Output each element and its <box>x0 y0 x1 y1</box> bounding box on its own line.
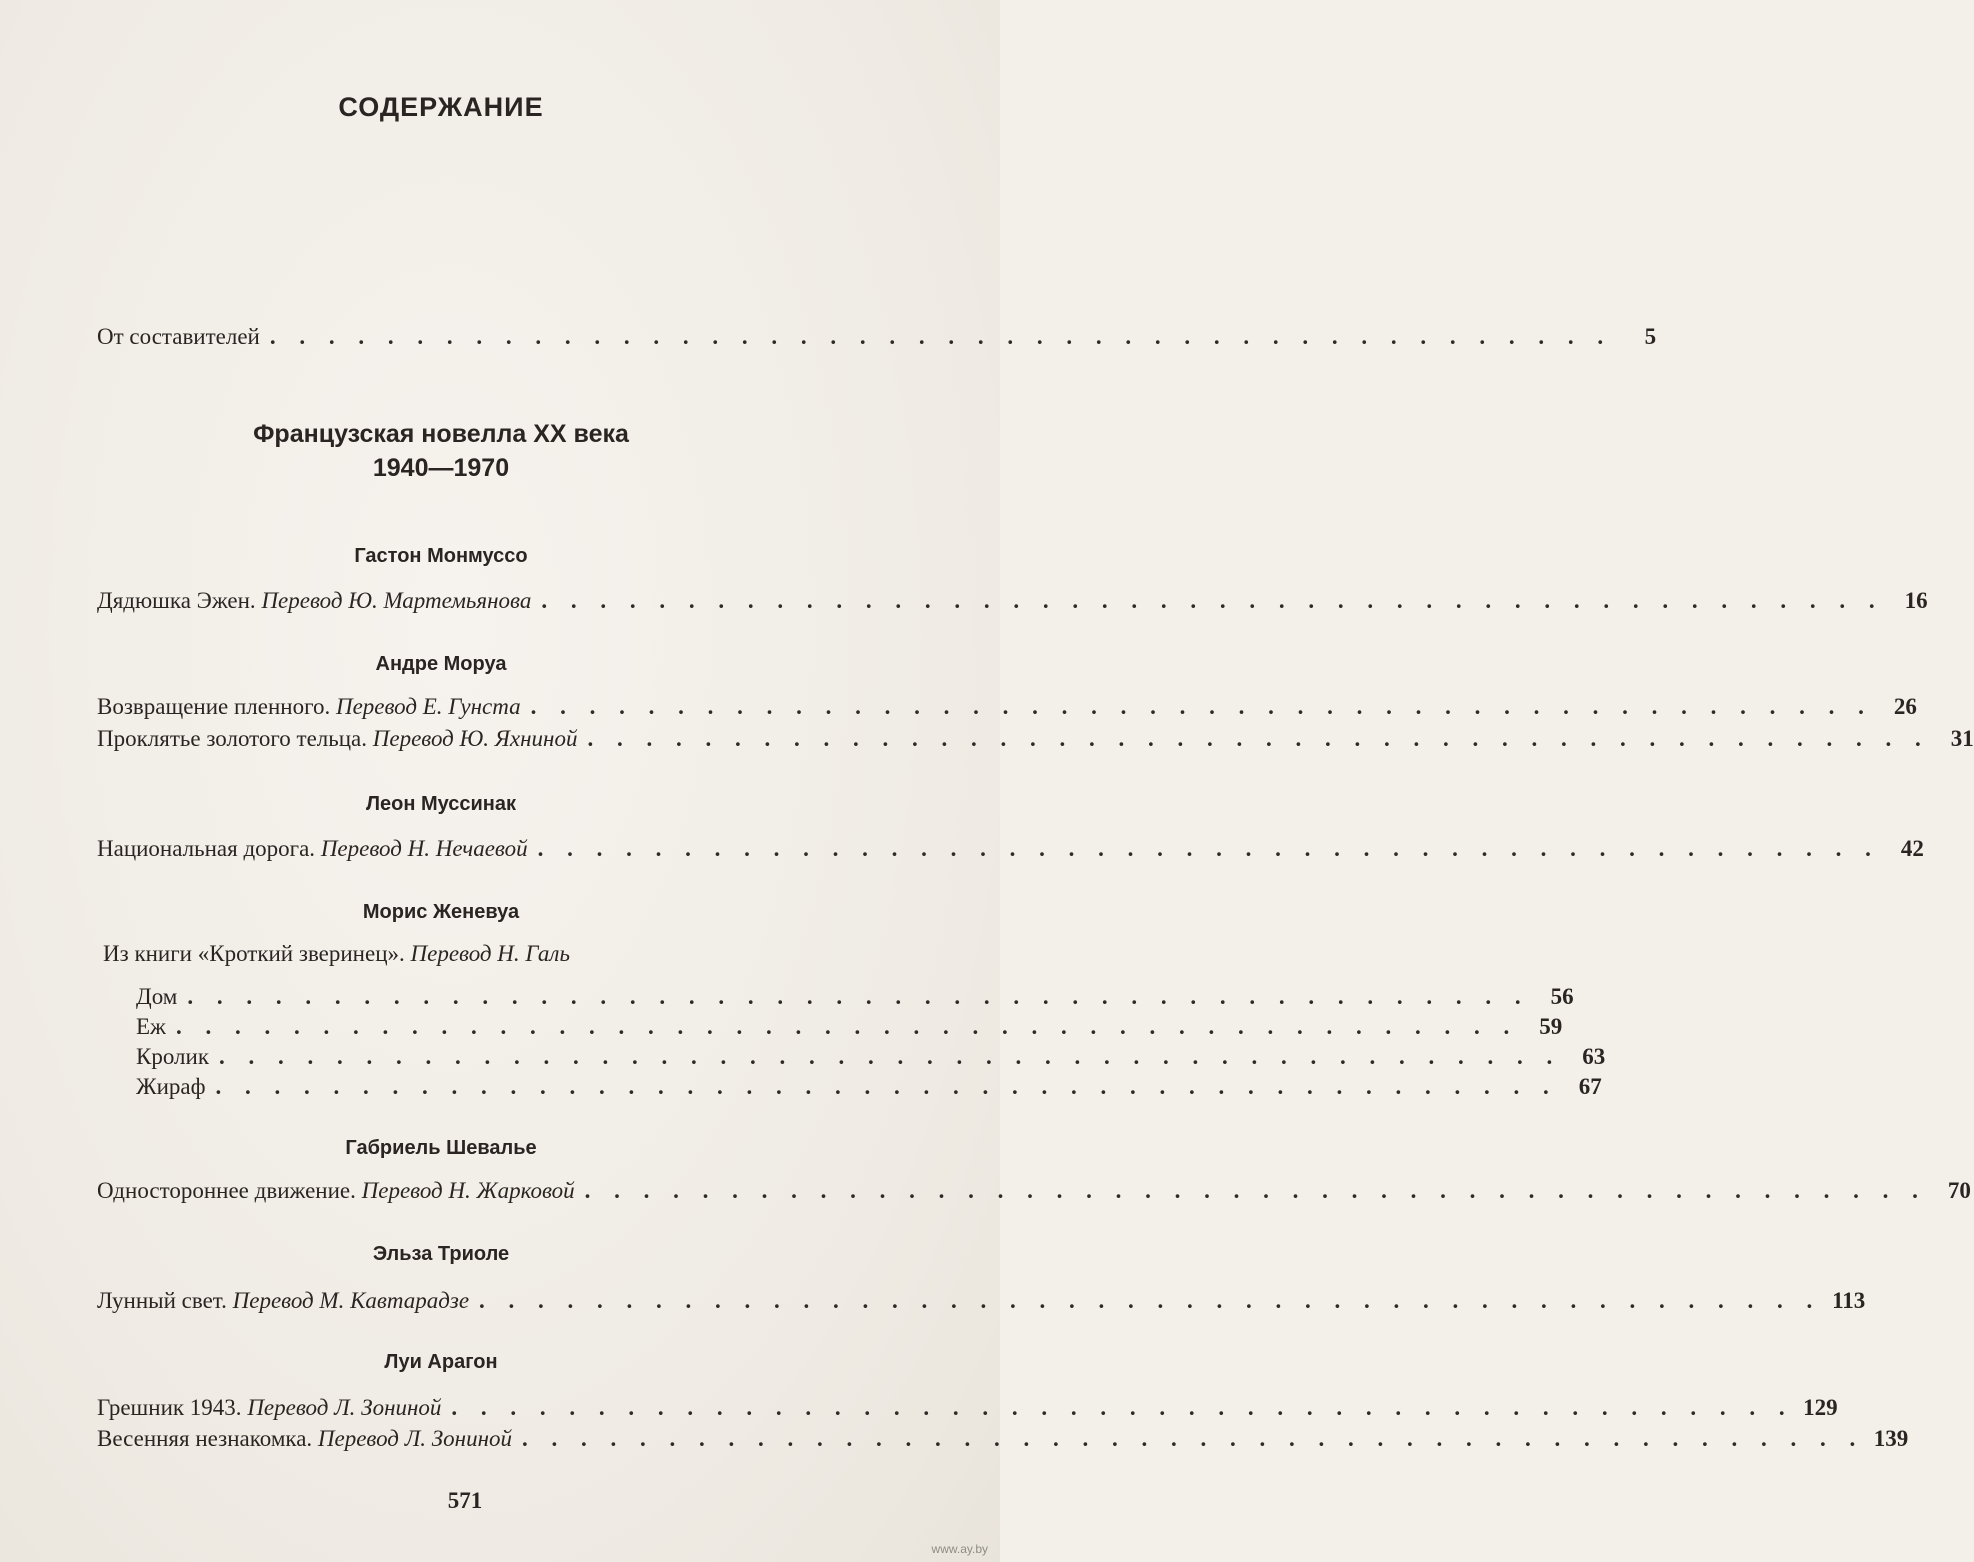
entry-translator: Перевод Л. Зониной <box>247 1395 442 1420</box>
section-title: Французская новелла XX века <box>253 420 629 448</box>
entry-translator: Перевод Ю. Мартемьянова <box>261 588 532 613</box>
entry-page: 42 <box>1900 836 1924 861</box>
section-years: 1940—1970 <box>372 454 510 482</box>
leader-dots: . . . . . . . . . . . . . . . . . . . . . . . . . . . . . . . . . . . . . . . . . . . . . . <box>587 726 1930 751</box>
entry-translator: Перевод Л. Зониной <box>317 1426 512 1451</box>
entry-page: 16 <box>1904 588 1928 613</box>
author-heading: Морис Женевуа <box>362 901 520 923</box>
page-number: 571 <box>447 1488 483 1513</box>
entry-page: 139 <box>1873 1426 1909 1451</box>
toc-entry <box>97 688 1917 720</box>
author-heading: Эльза Триоле <box>372 1243 510 1265</box>
author-heading: Габриель Шевалье <box>345 1137 537 1159</box>
entry-page: 70 <box>1947 1178 1971 1203</box>
entry-title: Возвращение пленного. <box>97 694 331 719</box>
entry-page: 56 <box>1550 984 1574 1009</box>
entry-title: Национальная дорога. <box>97 836 316 861</box>
toc-entry <box>97 1420 1909 1452</box>
author-heading: Андре Моруа <box>375 653 507 675</box>
entry-title: Еж <box>136 1014 166 1039</box>
subcollection-heading <box>103 941 570 967</box>
toc-entry <box>136 1038 1606 1070</box>
toc-entry <box>97 830 1924 862</box>
entry-page: 63 <box>1582 1044 1606 1069</box>
author-heading: Луи Арагон <box>384 1351 498 1373</box>
entry-translator: Перевод Н. Жарковой <box>361 1178 575 1203</box>
subcollection-translator: Перевод Н. Галь <box>410 941 570 966</box>
entry-title: Лунный свет. <box>97 1288 227 1313</box>
entry-title: Грешник 1943. <box>97 1395 242 1420</box>
entry-title: Жираф <box>136 1074 206 1099</box>
leader-dots: . . . . . . . . . . . . . . . . . . . . . . . . . . . . . . . . . . . . . . . . . . . . . . <box>530 694 1873 719</box>
toc-entry-intro <box>97 318 1657 350</box>
entry-translator: Перевод М. Кавтарадзе <box>232 1288 470 1313</box>
leader-dots: . . . . . . . . . . . . . . . . . . . . . . . . . . . . . . . . . . . . . . . . . . . . . . <box>175 1014 1519 1039</box>
entry-title: Проклятье золотого тельца. <box>97 726 368 751</box>
toc-entry <box>97 1282 1866 1314</box>
entry-translator: Перевод Е. Гунста <box>335 694 521 719</box>
watermark: www.ay.by <box>931 1542 988 1556</box>
entry-title: От составителей <box>97 324 260 349</box>
entry-title: Одностороннее движение. <box>97 1178 356 1203</box>
entry-translator: Перевод Н. Нечаевой <box>320 836 528 861</box>
toc-entry <box>97 1389 1838 1421</box>
leader-dots: . . . . . . . . . . . . . . . . . . . . . . . . . . . . . . . . . . . . . . . . . . . . . . <box>479 1288 1822 1313</box>
leader-dots: . . . . . . . . . . . . . . . . . . . . . . . . . . . . . . . . . . . . . . . . . . . . . . <box>537 836 1880 861</box>
toc-entry <box>136 1008 1563 1040</box>
leader-dots: . . . . . . . . . . . . . . . . . . . . . . . . . . . . . . . . . . . . . . . . . . . . . . <box>451 1395 1794 1420</box>
toc-entry <box>97 1172 1971 1204</box>
leader-dots: . . . . . . . . . . . . . . . . . . . . . . . . . . . . . . . . . . . . . . . . . . . . . . <box>541 588 1884 613</box>
entry-page: 129 <box>1803 1395 1838 1420</box>
toc-entry <box>97 720 1974 752</box>
entry-title: Весенняя незнакомка. <box>97 1426 313 1451</box>
author-heading: Леон Муссинак <box>365 793 517 815</box>
entry-page: 67 <box>1578 1074 1602 1099</box>
entry-title: Дом <box>136 984 178 1009</box>
leader-dots: . . . . . . . . . . . . . . . . . . . . . . . . . . . . . . . . . . . . . . . . . . . . . . <box>269 324 1613 349</box>
toc-entry <box>136 1068 1602 1100</box>
page-title: СОДЕРЖАНИЕ <box>338 92 544 122</box>
leader-dots: . . . . . . . . . . . . . . . . . . . . . . . . . . . . . . . . . . . . . . . . . . . . . . <box>521 1426 1865 1451</box>
entry-page: 59 <box>1539 1014 1563 1039</box>
entry-translator: Перевод Ю. Яхниной <box>372 726 578 751</box>
entry-page: 31 <box>1950 726 1974 751</box>
leader-dots: . . . . . . . . . . . . . . . . . . . . . . . . . . . . . . . . . . . . . . . . . . . . . . <box>584 1178 1927 1203</box>
author-heading: Гастон Монмуссо <box>354 545 528 567</box>
entry-page: 5 <box>1644 324 1657 349</box>
entry-page: 26 <box>1893 694 1917 719</box>
entry-page: 113 <box>1832 1288 1866 1313</box>
leader-dots: . . . . . . . . . . . . . . . . . . . . . . . . . . . . . . . . . . . . . . . . . . . . . . <box>215 1074 1558 1099</box>
toc-entry <box>136 978 1574 1010</box>
subcollection-title: Из книги «Кроткий зверинец». <box>103 941 405 966</box>
leader-dots: . . . . . . . . . . . . . . . . . . . . . . . . . . . . . . . . . . . . . . . . . . . . . . <box>187 984 1530 1009</box>
toc-entry <box>97 582 1928 614</box>
entry-title: Кролик <box>136 1044 209 1069</box>
entry-title: Дядюшка Эжен. <box>97 588 256 613</box>
leader-dots: . . . . . . . . . . . . . . . . . . . . . . . . . . . . . . . . . . . . . . . . . . . . . . <box>219 1044 1562 1069</box>
